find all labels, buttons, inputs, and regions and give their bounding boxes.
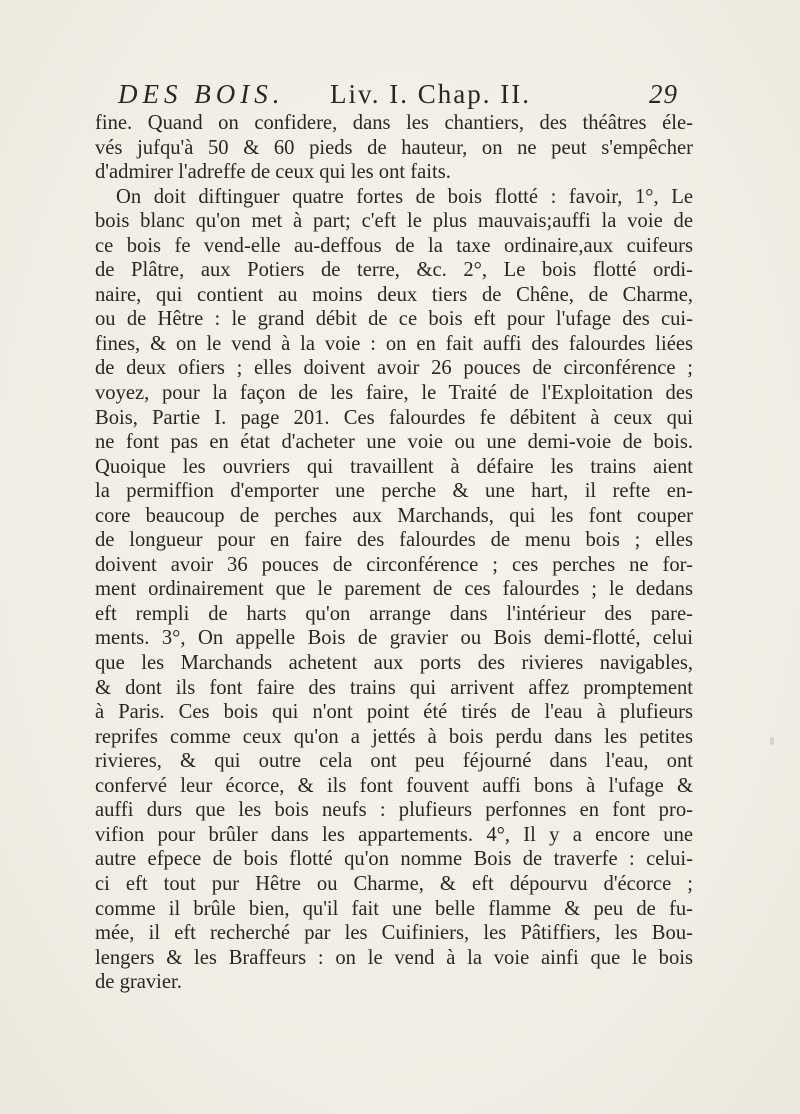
text-line: voyez, pour la façon de les faire, le Traité de l'Exploitation des	[95, 382, 693, 405]
text-line: On doit diftinguer quatre fortes de bois flotté : favoir, 1°, Le	[116, 185, 693, 208]
text-line: & dont ils font faire des trains qui arrivent affez promptement	[95, 676, 693, 699]
text-line: de longueur pour en faire des falourdes de menu bois ; elles	[95, 529, 693, 552]
text-line: de gravier.	[95, 971, 182, 994]
text-line: autre efpece de bois flotté qu'on nomme Bois de traverfe : celui-	[95, 848, 693, 871]
text-line: la permiffion d'emporter une perche & une hart, il refte en-	[95, 480, 693, 503]
text-line: ment ordinairement que le parement de ces falourdes ; le dedans	[95, 578, 693, 601]
text-line: core beaucoup de perches aux Marchands, qui les font couper	[95, 504, 693, 527]
text-line: naire, qui contient au moins deux tiers de Chêne, de Charme,	[95, 283, 693, 306]
text-line: ments. 3°, On appelle Bois de gravier ou Bois demi-flotté, celui	[95, 627, 693, 650]
page-number: 29	[649, 79, 678, 109]
chapter-reference: Liv. I. Chap. II.	[330, 79, 531, 109]
text-line: fines, & on le vend à la voie : on en fait auffi des falourdes liées	[95, 332, 693, 355]
running-title: DES BOIS.	[118, 79, 285, 109]
text-line: ne font pas en état d'acheter une voie ou une demi-voie de bois.	[95, 431, 693, 454]
text-line: auffi durs que les bois neufs : plufieurs perfonnes en font pro-	[95, 799, 693, 822]
text-line: de deux ofiers ; elles doivent avoir 26 pouces de circonférence ;	[95, 357, 693, 380]
paper-mark	[770, 737, 774, 745]
text-line: eft rempli de harts qu'on arrange dans l'intérieur des pare-	[95, 602, 693, 625]
text-line: ou de Hêtre : le grand débit de ce bois eft pour l'ufage des cui-	[95, 308, 693, 331]
text-line: ce bois fe vend-elle au-deffous de la taxe ordinaire,aux cuifeurs	[95, 234, 693, 257]
text-line: rivieres, & qui outre cela ont peu féjourné dans l'eau, ont	[95, 750, 693, 773]
running-header	[118, 79, 678, 113]
text-line: Bois, Partie I. page 201. Ces falourdes fe débitent à ceux qui	[95, 406, 693, 429]
text-line: bois blanc qu'on met à part; c'eft le plus mauvais;auffi la voie de	[95, 210, 693, 233]
text-line: d'admirer l'adreffe de ceux qui les ont faits.	[95, 161, 451, 184]
text-line: reprifes comme ceux qu'on a jettés à bois perdu dans les petites	[95, 725, 693, 748]
body-text	[95, 111, 693, 995]
text-line: lengers & les Braffeurs : on le vend à la voie ainfi que le bois	[95, 946, 693, 969]
text-line: fine. Quand on confidere, dans les chantiers, des théâtres éle-	[95, 112, 693, 134]
text-line: à Paris. Ces bois qui n'ont point été tirés de l'eau à plufieurs	[95, 701, 693, 724]
text-line: doivent avoir 36 pouces de circonférence ; ces perches ne for-	[95, 553, 693, 576]
text-line: ci eft tout pur Hêtre ou Charme, & eft dépourvu d'écorce ;	[95, 872, 693, 895]
text-line: vifion pour brûler dans les appartements. 4°, Il y a encore une	[95, 823, 693, 846]
text-line: vés jufqu'à 50 & 60 pieds de hauteur, on ne peut s'empêcher	[95, 136, 693, 159]
text-line: comme il brûle bien, qu'il fait une belle flamme & peu de fu-	[95, 897, 693, 920]
text-line: que les Marchands achetent aux ports des rivieres navigables,	[95, 652, 693, 675]
text-line: confervé leur écorce, & ils font fouvent auffi bons à l'ufage &	[95, 774, 693, 797]
text-line: Quoique les ouvriers qui travaillent à défaire les trains aient	[95, 455, 693, 478]
text-line: de Plâtre, aux Potiers de terre, &c. 2°, Le bois flotté ordi-	[95, 259, 693, 282]
text-line: mée, il eft recherché par les Cuifiniers, les Pâtiffiers, les Bou-	[95, 922, 693, 945]
